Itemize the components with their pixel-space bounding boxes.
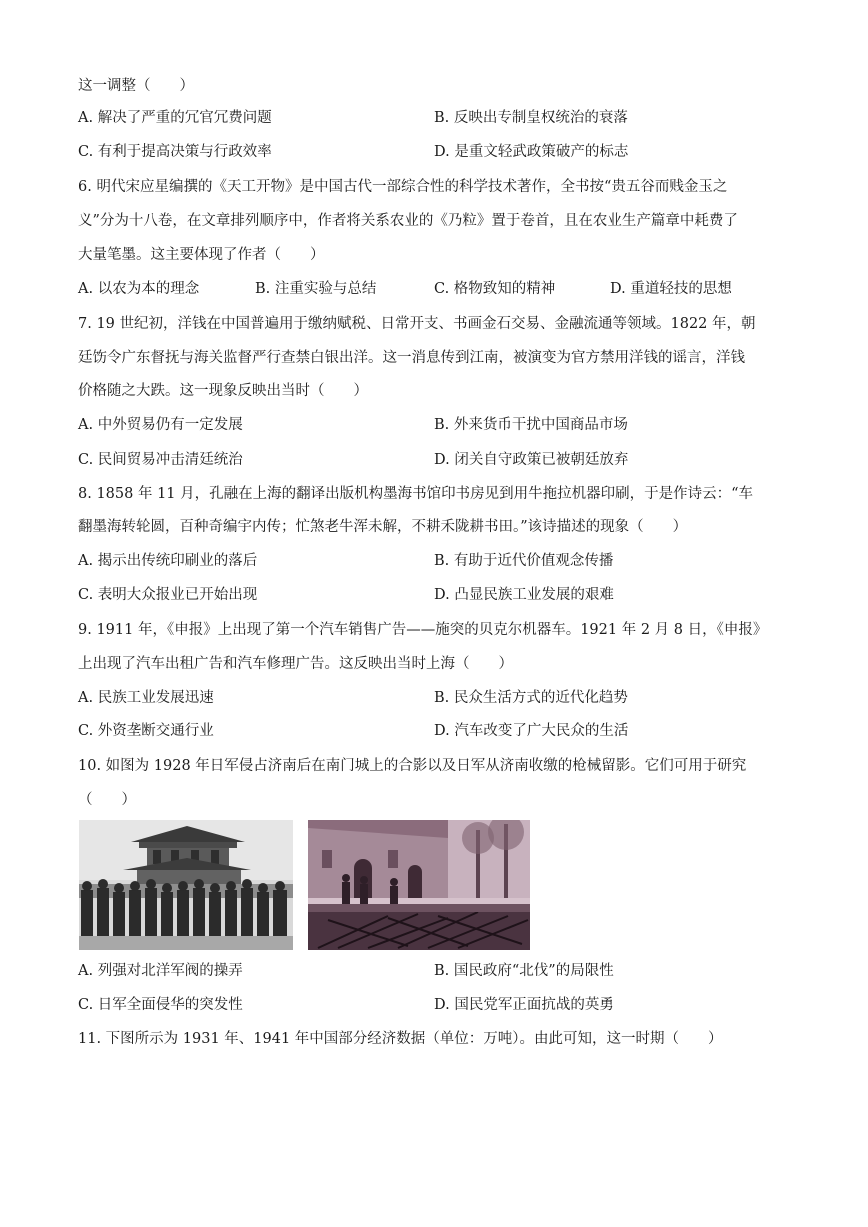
q10-option-b: B. 国民政府“北伐”的局限性 bbox=[434, 963, 614, 979]
city-gate-group-photo bbox=[79, 820, 293, 950]
q7-line-1: 7. 19 世纪初，洋钱在中国普遍用于缴纳赋税、日常开支、书画金石交易、金融流通等领域。1822 年，朝 bbox=[78, 316, 756, 332]
q8-option-d: D. 凸显民族工业发展的艰难 bbox=[434, 587, 614, 603]
q6-line-1: 6. 明代宋应星编撰的《天工开物》是中国古代一部综合性的科学技术著作，全书按“贵五谷而贱金玉之 bbox=[78, 179, 728, 195]
q8-line-1: 8. 1858 年 11 月，孔融在上海的翻译出版机构墨海书馆印书房见到用牛拖拉机器印刷，于是作诗云：“车 bbox=[78, 486, 754, 502]
q9-option-a: A. 民族工业发展迅速 bbox=[78, 690, 214, 706]
q6-line-2: 义”分为十八卷，在文章排列顺序中，作者将关系农业的《乃粒》置于卷首，且在农业生产篇章中耗费了 bbox=[78, 213, 738, 229]
q6-option-c: C. 格物致知的精神 bbox=[434, 281, 556, 297]
q7-line-3: 价格随之大跌。这一现象反映出当时（ ） bbox=[78, 383, 368, 399]
q8-option-a: A. 揭示出传统印刷业的落后 bbox=[78, 553, 258, 569]
q11-line-1: 11. 下图所示为 1931 年、1941 年中国部分经济数据（单位：万吨）。由此可知，这一时期（ ） bbox=[78, 1031, 723, 1047]
q5-option-d: D. 是重文轻武政策破产的标志 bbox=[434, 144, 629, 160]
q5-option-b: B. 反映出专制皇权统治的衰落 bbox=[434, 110, 628, 126]
q5-option-c: C. 有利于提高决策与行政效率 bbox=[78, 144, 272, 160]
q10-option-a: A. 列强对北洋军阀的操弄 bbox=[78, 963, 243, 979]
q9-option-c: C. 外资垄断交通行业 bbox=[78, 723, 214, 739]
q10-line-1: 10. 如图为 1928 年日军侵占济南后在南门城上的合影以及日军从济南收缴的枪械留影。它们可用于研究 bbox=[78, 758, 747, 774]
q7-option-d: D. 闭关自守政策已被朝廷放弃 bbox=[434, 452, 629, 468]
q7-option-c: C. 民间贸易冲击清廷统治 bbox=[78, 452, 243, 468]
q9-line-1: 9. 1911 年，《申报》上出现了第一个汽车销售广告——施突的贝克尔机器车。1921 年 2 月 8 日，《申报》 bbox=[78, 622, 768, 638]
q10-option-d: D. 国民党军正面抗战的英勇 bbox=[434, 997, 614, 1013]
q8-line-2: 翻墨海转轮圆，百种奇编宇内传；忙煞老牛浑未解，不耕禾陇耕书田。”该诗描述的现象（ ） bbox=[78, 519, 688, 535]
q10-option-c: C. 日军全面侵华的突发性 bbox=[78, 997, 243, 1013]
q9-option-b: B. 民众生活方式的近代化趋势 bbox=[434, 690, 628, 706]
q5-option-a: A. 解决了严重的冗官冗费问题 bbox=[78, 110, 272, 126]
q7-line-2: 廷饬令广东督抚与海关监督严行查禁白银出洋。这一消息传到江南，被演变为官方禁用洋钱的谣言，洋钱 bbox=[78, 350, 745, 366]
city-gate-group-photo-image bbox=[79, 820, 293, 950]
q6-line-3: 大量笔墨。这主要体现了作者（ ） bbox=[78, 247, 325, 263]
confiscated-weapons-photo bbox=[308, 820, 530, 950]
q7-option-a: A. 中外贸易仍有一定发展 bbox=[78, 417, 243, 433]
q8-option-b: B. 有助于近代价值观念传播 bbox=[434, 553, 614, 569]
intro-line: 这一调整（ ） bbox=[78, 78, 194, 94]
q9-line-2: 上出现了汽车出租广告和汽车修理广告。这反映出当时上海（ ） bbox=[78, 656, 513, 672]
q6-option-d: D. 重道轻技的思想 bbox=[610, 281, 732, 297]
q10-line-2: （ ） bbox=[78, 792, 136, 808]
q6-option-a: A. 以农为本的理念 bbox=[78, 281, 200, 297]
confiscated-weapons-photo-image bbox=[308, 820, 530, 950]
q9-option-d: D. 汽车改变了广大民众的生活 bbox=[434, 723, 629, 739]
q7-option-b: B. 外来货币干扰中国商品市场 bbox=[434, 417, 628, 433]
q6-option-b: B. 注重实验与总结 bbox=[255, 281, 377, 297]
q8-option-c: C. 表明大众报业已开始出现 bbox=[78, 587, 258, 603]
